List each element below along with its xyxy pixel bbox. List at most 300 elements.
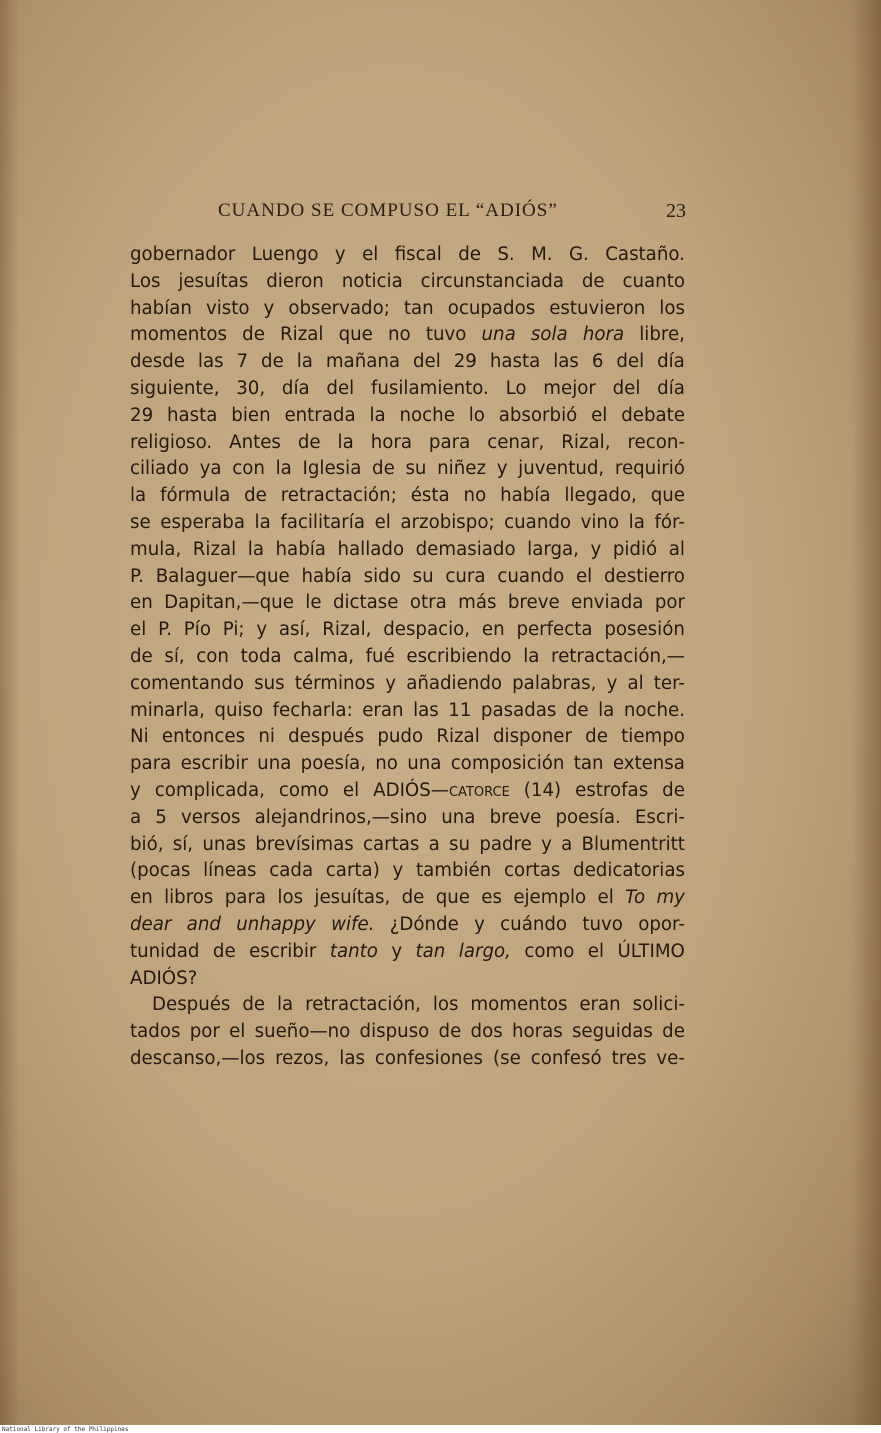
word: demasiado xyxy=(415,538,516,560)
word: del xyxy=(612,377,641,399)
word: del xyxy=(413,351,441,373)
word: y xyxy=(392,860,404,882)
text-line xyxy=(130,403,685,430)
word: ejemplo xyxy=(513,887,587,909)
text-line xyxy=(130,510,685,537)
word: ocupados xyxy=(447,297,536,319)
word: padre xyxy=(479,833,532,855)
word: de xyxy=(662,779,685,801)
word: Los xyxy=(130,270,161,292)
word: Lo xyxy=(505,377,527,399)
word: 29 xyxy=(130,404,154,426)
word: la xyxy=(523,645,540,667)
word: recon- xyxy=(627,431,685,453)
word: la xyxy=(337,431,354,453)
word: el xyxy=(587,940,605,962)
word: sus xyxy=(254,672,285,694)
word: a xyxy=(428,833,440,855)
word: composición xyxy=(450,753,565,775)
word: la xyxy=(277,994,294,1016)
word: bien xyxy=(231,404,271,426)
word: descanso,—los xyxy=(130,1047,266,1069)
word: también xyxy=(415,860,492,882)
word: en xyxy=(130,592,153,614)
word: entrada xyxy=(284,404,356,426)
text-line xyxy=(130,564,685,591)
text-line xyxy=(130,537,685,564)
word: alejandrinos,—sino xyxy=(254,806,428,828)
word: gobernador xyxy=(130,244,236,265)
word: toda xyxy=(240,645,282,667)
word: Iglesia xyxy=(302,458,362,480)
word: fiscal xyxy=(394,244,442,265)
word: con xyxy=(196,645,229,667)
word: tres xyxy=(611,1047,647,1069)
word: facilitaría xyxy=(280,511,365,533)
word: escribir xyxy=(180,753,248,775)
word: la xyxy=(628,511,645,533)
word: fué xyxy=(365,645,395,667)
word: tan xyxy=(573,753,604,775)
word: cura xyxy=(445,565,486,587)
word: y xyxy=(474,913,485,935)
word: del xyxy=(326,377,355,399)
body-text xyxy=(130,242,685,1073)
text-line xyxy=(130,1019,685,1046)
word: había xyxy=(500,485,551,507)
word: wife. xyxy=(331,913,375,935)
word: los xyxy=(659,297,685,319)
word: cortas xyxy=(503,860,561,882)
word: ésta xyxy=(410,485,450,507)
word: el xyxy=(575,565,593,587)
word: disponer xyxy=(492,726,572,748)
word: de xyxy=(130,645,153,667)
word: absorbió xyxy=(498,404,578,426)
text-line xyxy=(130,1046,685,1073)
word: una xyxy=(441,806,476,828)
word: opor- xyxy=(638,913,685,935)
word: de xyxy=(438,1021,462,1043)
word: el xyxy=(591,404,608,426)
word: los xyxy=(277,887,304,909)
word: complicada, xyxy=(154,779,265,801)
word: breve xyxy=(507,592,560,614)
word: ADIÓS—catorce xyxy=(373,779,510,801)
word: su xyxy=(412,565,434,587)
word: las xyxy=(553,351,579,373)
word: mejor xyxy=(543,377,596,399)
word: una xyxy=(481,324,516,346)
text-line xyxy=(130,992,685,1019)
word: ciliado xyxy=(130,458,189,480)
word: entonces xyxy=(161,726,246,748)
word: dispuso xyxy=(359,1021,430,1043)
word: le xyxy=(305,592,322,614)
word: al xyxy=(668,538,685,560)
word: día xyxy=(657,377,685,399)
word: cuando xyxy=(497,565,565,587)
word: my xyxy=(656,887,685,909)
text-line xyxy=(130,912,685,939)
word: y xyxy=(496,458,508,480)
word: en xyxy=(481,619,505,641)
word: noche. xyxy=(623,699,685,721)
text-line xyxy=(130,751,685,778)
word: por xyxy=(189,1021,220,1043)
word: (pocas xyxy=(130,860,191,882)
word: las xyxy=(339,1047,365,1069)
word: Rizal xyxy=(192,538,237,560)
word: niñez xyxy=(437,458,486,480)
word: cartas xyxy=(363,833,420,855)
word: a xyxy=(561,833,573,855)
word: (14) xyxy=(523,779,562,801)
word: pasadas xyxy=(480,699,557,721)
word: dear xyxy=(130,913,172,935)
word: retractación,— xyxy=(551,645,685,667)
running-header xyxy=(218,200,686,226)
word: la xyxy=(275,458,292,480)
word: arzobispo; xyxy=(400,511,495,533)
word: P. xyxy=(158,619,172,641)
text-line xyxy=(130,456,685,483)
word: destierro xyxy=(603,565,685,587)
text-line xyxy=(130,322,685,349)
word: hallado xyxy=(337,538,405,560)
word: no xyxy=(375,753,398,775)
word: como xyxy=(278,779,329,801)
word: Pío xyxy=(183,619,211,641)
word: el xyxy=(374,511,391,533)
word: ni xyxy=(258,726,275,748)
word: una xyxy=(407,753,442,775)
word: eran xyxy=(362,699,404,721)
text-line xyxy=(130,430,685,457)
text-line xyxy=(130,349,685,376)
word: estuvieron xyxy=(549,297,646,319)
word: 6 xyxy=(591,351,604,373)
text-line xyxy=(130,885,685,912)
word: habían xyxy=(130,297,192,319)
word: fórmula xyxy=(160,485,231,507)
word: Pi; xyxy=(222,619,245,641)
word: tunidad xyxy=(130,940,200,962)
word: escribiendo xyxy=(406,645,512,667)
word: no xyxy=(388,324,411,346)
word: de xyxy=(401,887,425,909)
word: 29 xyxy=(453,351,477,373)
word: en xyxy=(130,887,153,909)
text-line xyxy=(130,483,685,510)
text-line xyxy=(130,832,685,859)
word: quiso xyxy=(214,699,264,721)
word: y xyxy=(130,779,141,801)
word: al xyxy=(627,672,644,694)
word: minarla, xyxy=(130,699,205,721)
word: calma, xyxy=(293,645,354,667)
text-line xyxy=(130,805,685,832)
word: rezos, xyxy=(275,1047,330,1069)
word: el xyxy=(362,244,379,265)
word: cuanto xyxy=(622,270,685,292)
word: circunstanciada xyxy=(420,270,564,292)
word: Castaño. xyxy=(605,244,685,265)
word: and xyxy=(186,913,221,935)
word: se xyxy=(130,511,151,533)
word: Antes xyxy=(229,431,281,453)
text-line xyxy=(130,939,685,966)
word: ¿Dónde xyxy=(389,913,459,935)
word: 30, xyxy=(236,377,266,399)
word: pudo xyxy=(377,726,424,748)
word: carta) xyxy=(325,860,380,882)
word: observado; xyxy=(288,297,390,319)
word: después xyxy=(288,726,365,748)
text-line xyxy=(130,269,685,296)
word: despacio, xyxy=(383,619,471,641)
word: momentos xyxy=(130,324,228,346)
word: debate xyxy=(621,404,685,426)
word: palabras, xyxy=(512,672,597,694)
word: Rizal xyxy=(280,324,324,346)
word: sido xyxy=(363,565,401,587)
word: de xyxy=(244,485,267,507)
word: Después xyxy=(152,994,231,1016)
word: ÚLTIMO xyxy=(617,940,685,962)
word: jesuítas, xyxy=(314,887,391,909)
word: hora xyxy=(370,431,412,453)
word: de xyxy=(581,270,605,292)
word: To xyxy=(625,887,646,909)
word: fór- xyxy=(654,511,685,533)
word: cada xyxy=(269,860,314,882)
word: su xyxy=(449,833,471,855)
word: desde xyxy=(130,351,185,373)
running-title: CUANDO SE COMPUSO EL “ADIÓS” xyxy=(218,200,558,221)
word: dedicatorias xyxy=(573,860,685,882)
word: de xyxy=(242,994,266,1016)
footer-credit: National Library of the Philippines xyxy=(2,1426,129,1433)
text-line xyxy=(130,724,685,751)
word: había xyxy=(301,565,352,587)
word: libre, xyxy=(639,324,685,346)
word: como xyxy=(524,940,575,962)
word: el xyxy=(342,779,360,801)
word: Balaguer—que xyxy=(155,565,290,587)
word: extensa xyxy=(612,753,685,775)
word: la xyxy=(296,351,313,373)
word: ADIÓS? xyxy=(130,967,198,989)
word: hasta xyxy=(489,351,541,373)
word: la xyxy=(369,404,386,426)
word: no xyxy=(463,485,487,507)
word: y xyxy=(391,940,403,962)
word: larga, xyxy=(527,538,579,560)
word: sí, xyxy=(172,833,194,855)
word: Ni xyxy=(130,726,149,748)
word: seguidas xyxy=(571,1021,653,1043)
word: la xyxy=(247,538,264,560)
word: Escri- xyxy=(634,806,685,828)
word: dictase xyxy=(332,592,399,614)
word: unas xyxy=(202,833,247,855)
text-line xyxy=(130,376,685,403)
word: y xyxy=(256,619,268,641)
word: comentando xyxy=(130,672,245,694)
word: posesión xyxy=(604,619,685,641)
word: bió, xyxy=(130,833,164,855)
word: confesó xyxy=(530,1047,602,1069)
word: ter- xyxy=(653,672,685,694)
word: noche xyxy=(399,404,455,426)
word: de xyxy=(242,324,265,346)
word: de xyxy=(372,458,395,480)
word: de xyxy=(662,1021,685,1043)
word: las xyxy=(413,699,439,721)
word: poesía. xyxy=(555,806,621,828)
word: para xyxy=(224,887,267,909)
word: líneas xyxy=(203,860,257,882)
text-line xyxy=(130,590,685,617)
word: ve- xyxy=(656,1047,685,1069)
word: versos xyxy=(180,806,241,828)
word: brevísimas xyxy=(255,833,354,855)
word: con xyxy=(232,458,265,480)
word: la xyxy=(130,485,147,507)
word: y xyxy=(590,538,602,560)
word: estrofas xyxy=(575,779,649,801)
word: tuvo xyxy=(582,913,623,935)
word: que xyxy=(650,485,685,507)
word: (se xyxy=(493,1047,521,1069)
word: libros xyxy=(164,887,214,909)
word: Luengo xyxy=(251,244,319,265)
word: cenar, xyxy=(487,431,545,453)
word: horas xyxy=(511,1021,563,1043)
word: sí, xyxy=(164,645,185,667)
word: las xyxy=(197,351,224,373)
word: había xyxy=(275,538,326,560)
word: y xyxy=(606,672,618,694)
word: Blumentritt xyxy=(581,833,685,855)
word: y xyxy=(334,244,346,265)
page-edge-shadow-right xyxy=(851,0,881,1425)
text-line xyxy=(130,242,685,269)
text-line xyxy=(130,858,685,885)
word: Rizal, xyxy=(561,431,611,453)
word: llegado, xyxy=(564,485,637,507)
text-line xyxy=(130,296,685,323)
word: poesía, xyxy=(300,753,366,775)
word: a xyxy=(130,806,142,828)
text-line xyxy=(130,671,685,698)
word: y xyxy=(263,297,275,319)
word: para xyxy=(428,431,471,453)
word: tanto xyxy=(329,940,378,962)
word: fecharla: xyxy=(272,699,353,721)
word: su xyxy=(405,458,427,480)
word: el xyxy=(130,619,147,641)
word: tuvo xyxy=(425,324,467,346)
word: tados xyxy=(130,1021,181,1043)
word: de xyxy=(565,699,589,721)
word: noticia xyxy=(341,270,403,292)
word: lo xyxy=(468,404,485,426)
word: pidió xyxy=(612,538,658,560)
word: G. xyxy=(568,244,589,265)
word: cuándo xyxy=(500,913,568,935)
word: 7 xyxy=(236,351,249,373)
word: de xyxy=(261,351,284,373)
page-edge-shadow-left xyxy=(0,0,20,1425)
word: sola xyxy=(530,324,568,346)
word: P. xyxy=(130,565,144,587)
word: más xyxy=(458,592,497,614)
word: 11 xyxy=(448,699,472,721)
word: de xyxy=(297,431,321,453)
word: eran xyxy=(579,994,621,1016)
word: añadiendo xyxy=(406,672,502,694)
word: tan xyxy=(415,940,446,962)
word: que xyxy=(338,324,373,346)
word: hasta xyxy=(167,404,218,426)
word: siguiente, xyxy=(130,377,220,399)
word: cuando xyxy=(504,511,572,533)
word: ya xyxy=(199,458,222,480)
word: de xyxy=(585,726,608,748)
word: retractación; xyxy=(280,485,397,507)
word: otra xyxy=(409,592,447,614)
word: por xyxy=(654,592,685,614)
word: es xyxy=(481,887,502,909)
word: así, xyxy=(278,619,311,641)
word: Rizal, xyxy=(322,619,372,641)
word: y xyxy=(541,833,552,855)
word: religioso. xyxy=(130,431,213,453)
word: breve xyxy=(489,806,542,828)
word: la xyxy=(598,699,615,721)
word: para xyxy=(130,753,172,775)
word: largo, xyxy=(458,940,511,962)
word: día xyxy=(281,377,310,399)
word: escribir xyxy=(249,940,317,962)
word: el xyxy=(597,887,614,909)
word: el xyxy=(229,1021,246,1043)
word: día xyxy=(657,351,685,373)
word: visto xyxy=(205,297,250,319)
text-line xyxy=(130,698,685,725)
word: los xyxy=(432,994,459,1016)
word: hora xyxy=(582,324,625,346)
word: tan xyxy=(403,297,434,319)
word: fusilamiento. xyxy=(370,377,489,399)
word: mula, xyxy=(130,538,182,560)
word: vino xyxy=(580,511,620,533)
word: M. xyxy=(531,244,553,265)
page-number: 23 xyxy=(666,200,686,222)
word: Rizal xyxy=(436,726,480,748)
word: enviada xyxy=(571,592,644,614)
word: y xyxy=(385,672,397,694)
word: solici- xyxy=(632,994,685,1016)
text-line xyxy=(130,617,685,644)
word: dos xyxy=(470,1021,503,1043)
word: del xyxy=(616,351,645,373)
text-line xyxy=(130,644,685,671)
word: mañana xyxy=(325,351,401,373)
word: tiempo xyxy=(621,726,685,748)
